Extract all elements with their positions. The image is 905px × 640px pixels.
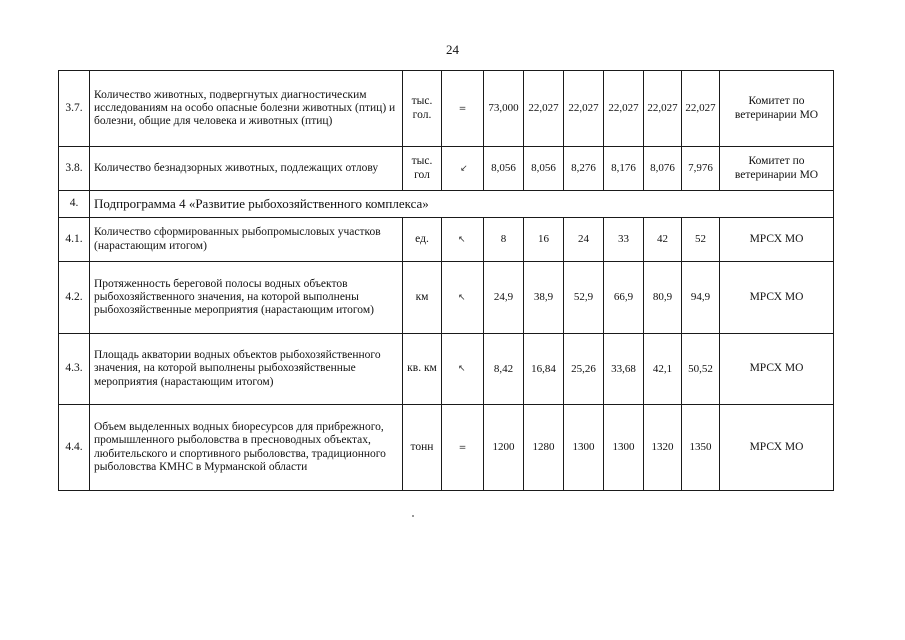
value-cell: 24 bbox=[564, 218, 604, 262]
table-row bbox=[59, 405, 834, 491]
value-cell: 52 bbox=[682, 218, 720, 262]
table-row bbox=[59, 218, 834, 262]
responsible-cell: Комитет по ветеринарии МО bbox=[720, 71, 834, 147]
responsible-cell: МРСХ МО bbox=[720, 405, 834, 491]
value-cell: 1300 bbox=[604, 405, 644, 491]
unit-cell: тонн bbox=[403, 405, 442, 491]
trend-cell bbox=[442, 71, 484, 147]
responsible-cell: МРСХ МО bbox=[720, 218, 834, 262]
value-cell: 16,84 bbox=[524, 334, 564, 405]
row-number: 4.1. bbox=[59, 218, 90, 262]
value-cell: 42 bbox=[644, 218, 682, 262]
value-cell: 73,000 bbox=[484, 71, 524, 147]
table-row bbox=[59, 262, 834, 334]
unit-cell: км bbox=[403, 262, 442, 334]
arrow-up-icon: ↑ bbox=[456, 363, 469, 376]
table-row bbox=[59, 71, 834, 147]
row-number: 4.4. bbox=[59, 405, 90, 491]
indicator-name: Количество животных, подвергнутых диагностическим исследованиям на особо опасные болезни животных (птиц) и болезни, общие для человека и животных (птиц) bbox=[90, 71, 403, 147]
unit-cell: тыс. гол bbox=[403, 147, 442, 191]
value-cell: 22,027 bbox=[604, 71, 644, 147]
subprogram-title: Подпрограмма 4 «Развитие рыбохозяйственного комплекса» bbox=[90, 191, 834, 218]
value-cell: 1320 bbox=[644, 405, 682, 491]
trend-cell bbox=[442, 405, 484, 491]
value-cell: 22,027 bbox=[644, 71, 682, 147]
value-cell: 22,027 bbox=[682, 71, 720, 147]
indicator-name: Протяженность береговой полосы водных объектов рыбохозяйственного значения, на которой выполнены рыбохозяйственные мероприятия (нарастающим итогом) bbox=[90, 262, 403, 334]
row-number: 3.7. bbox=[59, 71, 90, 147]
unit-cell: тыс. гол. bbox=[403, 71, 442, 147]
responsible-cell: МРСХ МО bbox=[720, 262, 834, 334]
arrow-down-icon: ↓ bbox=[456, 162, 469, 176]
value-cell: 1350 bbox=[682, 405, 720, 491]
value-cell: 22,027 bbox=[524, 71, 564, 147]
row-number: 3.8. bbox=[59, 147, 90, 191]
indicator-name: Площадь акватории водных объектов рыбохозяйственного значения, на которой выполнены рыбохозяйственные мероприятия (нарастающим итогом) bbox=[90, 334, 403, 405]
indicator-name: Объем выделенных водных биоресурсов для прибрежного, промышленного рыболовства в пресноводных объектах, любительского и спортивного рыболовства, традиционного рыболовства КМНС в Мурманской области bbox=[90, 405, 403, 491]
value-cell: 94,9 bbox=[682, 262, 720, 334]
trend-cell bbox=[442, 218, 484, 262]
value-cell: 33 bbox=[604, 218, 644, 262]
value-cell: 8 bbox=[484, 218, 524, 262]
indicators-table bbox=[58, 70, 834, 491]
arrow-up-icon: ↑ bbox=[456, 233, 469, 247]
row-number: 4.3. bbox=[59, 334, 90, 405]
value-cell: 50,52 bbox=[682, 334, 720, 405]
page-number: 24 bbox=[446, 42, 459, 57]
indicator-name: Количество безнадзорных животных, подлежащих отлову bbox=[90, 147, 403, 191]
indicator-name: Количество сформированных рыбопромысловых участков (нарастающим итогом) bbox=[90, 218, 403, 262]
value-cell: 1200 bbox=[484, 405, 524, 491]
value-cell: 22,027 bbox=[564, 71, 604, 147]
value-cell: 42,1 bbox=[644, 334, 682, 405]
value-cell: 16 bbox=[524, 218, 564, 262]
equals-icon: = bbox=[458, 103, 467, 114]
unit-cell: кв. км bbox=[403, 334, 442, 405]
scan-dot bbox=[412, 515, 414, 517]
value-cell: 8,276 bbox=[564, 147, 604, 191]
trend-cell bbox=[442, 147, 484, 191]
value-cell: 1300 bbox=[564, 405, 604, 491]
row-number: 4.2. bbox=[59, 262, 90, 334]
equals-icon: = bbox=[458, 442, 467, 453]
trend-cell bbox=[442, 262, 484, 334]
trend-cell bbox=[442, 334, 484, 405]
responsible-cell: Комитет по ветеринарии МО bbox=[720, 147, 834, 191]
value-cell: 8,076 bbox=[644, 147, 682, 191]
value-cell: 8,056 bbox=[484, 147, 524, 191]
value-cell: 33,68 bbox=[604, 334, 644, 405]
arrow-up-icon: ↑ bbox=[456, 291, 469, 305]
row-number: 4. bbox=[59, 191, 90, 218]
table-row bbox=[59, 147, 834, 191]
value-cell: 80,9 bbox=[644, 262, 682, 334]
value-cell: 52,9 bbox=[564, 262, 604, 334]
value-cell: 8,42 bbox=[484, 334, 524, 405]
value-cell: 7,976 bbox=[682, 147, 720, 191]
value-cell: 1280 bbox=[524, 405, 564, 491]
value-cell: 25,26 bbox=[564, 334, 604, 405]
value-cell: 8,176 bbox=[604, 147, 644, 191]
value-cell: 38,9 bbox=[524, 262, 564, 334]
table-row bbox=[59, 334, 834, 405]
value-cell: 24,9 bbox=[484, 262, 524, 334]
responsible-cell: МРСХ МО bbox=[720, 334, 834, 405]
unit-cell: ед. bbox=[403, 218, 442, 262]
value-cell: 66,9 bbox=[604, 262, 644, 334]
subprogram-row bbox=[59, 191, 834, 218]
value-cell: 8,056 bbox=[524, 147, 564, 191]
